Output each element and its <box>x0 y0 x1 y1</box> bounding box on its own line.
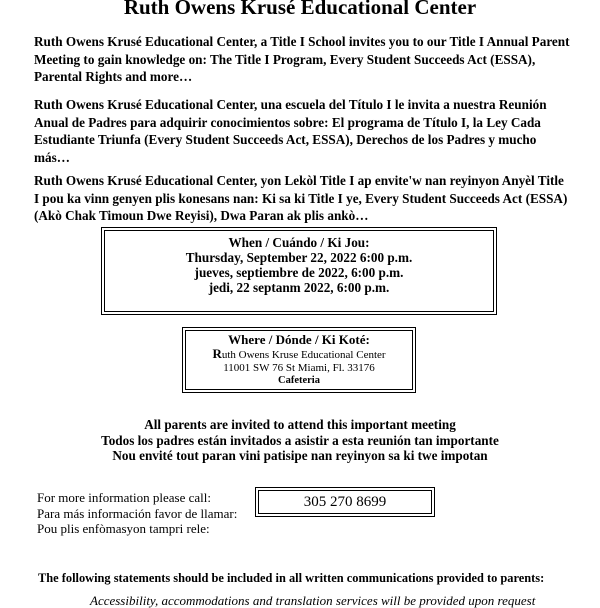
where-heading: Where / Dónde / Ki Koté: <box>228 332 370 347</box>
when-date-creole: jedi, 22 septanm 2022, 6:00 p.m. <box>208 280 390 295</box>
venue-room: Cafeteria <box>278 375 320 386</box>
contact-label-creole: Pou plis enfòmasyon tampri rele: <box>37 521 210 536</box>
document-title: Ruth Owens Krusé Educational Center <box>123 0 477 19</box>
invitation-creole: Nou envité tout paran vini patisipe nan reyinyon sa ki twe impotan <box>112 448 488 463</box>
phone-number-box: 305 270 8699 <box>258 490 432 514</box>
when-date-english: Thursday, September 22, 2022 6:00 p.m. <box>185 250 413 265</box>
intro-paragraph-creole: Ruth Owens Krusé Educational Center, yon Lekòl Title I ap envite'w nan reyinyon Anyèl Title I pou ka vinn genyen plis konesans nan: Ki sa ki Title I ye, Every Student Succeeds Act (ESSA) (Akò Chak Timoun Dwe Reyisi), Dwa Paran ak plis ankò… <box>34 173 568 223</box>
venue-name <box>186 347 412 362</box>
where-box <box>185 330 413 390</box>
when-box <box>104 230 494 312</box>
contact-label-spanish: Para más información favor de llamar: <box>37 505 238 521</box>
intro-paragraph-spanish: Ruth Owens Krusé Educational Center, una escuela del Título I le invita a nuestra Reunión Anual de Padres para adquirir conocimientos sobre: El programa de Título I, la Ley Cada Estudiante Triunfa (Every Student Succeeds Act, ESSA), Derechos de los Padres y mucho más… <box>34 97 547 165</box>
statement-heading: The following statements should be included in all written communications provided to parents: <box>38 571 545 585</box>
contact-label-english: For more information please call: <box>37 490 212 505</box>
invitation-block <box>0 417 600 464</box>
invitation-spanish: Todos los padres están invitados a asistir a esta reunión tan importante <box>101 432 499 448</box>
venue-name-rest: uth Owens Kruse Educational Center <box>221 349 386 361</box>
contact-labels <box>37 490 237 537</box>
when-heading: When / Cuándo / Ki Jou: <box>228 235 370 250</box>
venue-name-initial: R <box>212 346 222 361</box>
invitation-english: All parents are invited to attend this important meeting <box>144 417 456 432</box>
venue-address: 11001 SW 76 St Miami, Fl. 33176 <box>223 362 375 374</box>
when-date-spanish: jueves, septiembre de 2022, 6:00 p.m. <box>194 265 404 280</box>
cutoff-line: Accessibility, accommodations and translation services will be provided upon request <box>90 593 536 608</box>
intro-paragraph-english: Ruth Owens Krusé Educational Center, a Title I School invites you to our Title I Annual Parent Meeting to gain knowledge on: The Title I Program, Every Student Succeeds Act (ESSA), Parental Rights and more… <box>34 34 570 84</box>
